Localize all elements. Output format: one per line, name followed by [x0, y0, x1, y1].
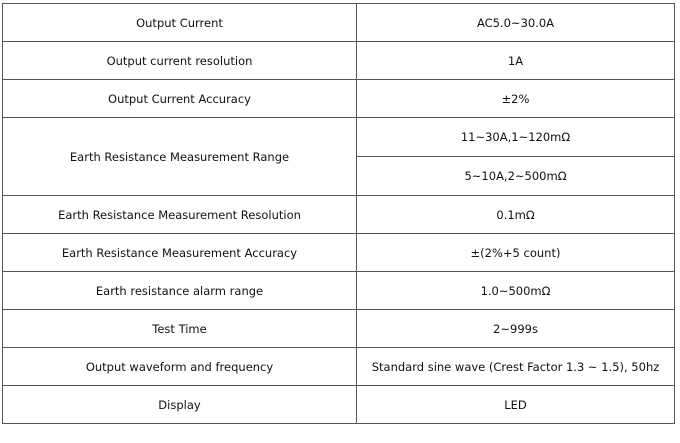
spec-label: Earth Resistance Measurement Accuracy: [3, 234, 357, 272]
spec-label: Output current resolution: [3, 42, 357, 80]
spec-value: 0.1mΩ: [357, 196, 675, 234]
spec-label: Earth Resistance Measurement Resolution: [3, 196, 357, 234]
spec-value: ±(2%+5 count): [357, 234, 675, 272]
table-row: [3, 4, 675, 42]
spec-value: LED: [357, 386, 675, 424]
table-row: [3, 42, 675, 80]
spec-value: ±2%: [357, 80, 675, 118]
table-row: [3, 80, 675, 118]
spec-label: Earth Resistance Measurement Range: [3, 118, 357, 196]
table-row: [3, 118, 675, 157]
table-row: [3, 234, 675, 272]
spec-label: Output Current Accuracy: [3, 80, 357, 118]
spec-value: Standard sine wave (Crest Factor 1.3 ~ 1.5), 50hz: [357, 348, 675, 386]
spec-value: 5~10A,2~500mΩ: [357, 157, 675, 196]
table-row: [3, 272, 675, 310]
spec-value: AC5.0~30.0A: [357, 4, 675, 42]
specifications-table: [2, 3, 675, 424]
spec-label: Earth resistance alarm range: [3, 272, 357, 310]
spec-value: 2~999s: [357, 310, 675, 348]
spec-label: Output waveform and frequency: [3, 348, 357, 386]
table-row: [3, 386, 675, 424]
table-row: [3, 310, 675, 348]
table-row: [3, 348, 675, 386]
spec-label: Display: [3, 386, 357, 424]
table-row: [3, 196, 675, 234]
spec-label: Output Current: [3, 4, 357, 42]
spec-value: 11~30A,1~120mΩ: [357, 118, 675, 157]
spec-value: 1A: [357, 42, 675, 80]
spec-value: 1.0~500mΩ: [357, 272, 675, 310]
spec-label: Test Time: [3, 310, 357, 348]
